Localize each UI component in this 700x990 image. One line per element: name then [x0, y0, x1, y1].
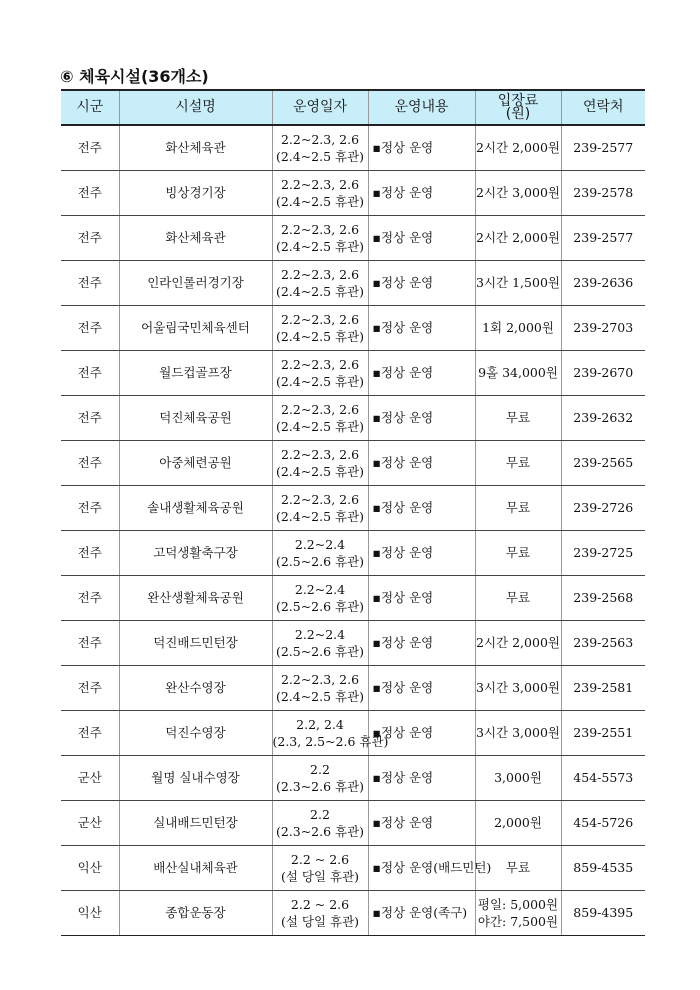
table-row — [61, 620, 645, 665]
cell-city: 전주 — [61, 530, 119, 575]
cell-city: 전주 — [61, 170, 119, 215]
cell-facility-name: 빙상경기장 — [119, 170, 272, 215]
facilities-table — [61, 89, 645, 936]
cell-operation-status: ▪정상 운영 — [368, 620, 475, 665]
cell-contact: 239-2636 — [561, 260, 645, 305]
table-row — [61, 845, 645, 890]
cell-contact: 239-2577 — [561, 125, 645, 170]
cell-operating-dates: 2.2~2.4 (2.5~2.6 휴관) — [272, 575, 368, 620]
cell-facility-name: 덕진체육공원 — [119, 395, 272, 440]
table-row — [61, 440, 645, 485]
cell-facility-name: 덕진수영장 — [119, 710, 272, 755]
cell-operation-status: ▪정상 운영 — [368, 755, 475, 800]
cell-facility-name: 아중체련공원 — [119, 440, 272, 485]
cell-operation-status: ▪정상 운영 — [368, 170, 475, 215]
cell-operating-dates: 2.2~2.3, 2.6 (2.4~2.5 휴관) — [272, 395, 368, 440]
table-row — [61, 260, 645, 305]
header-facility-name: 시설명 — [119, 90, 272, 125]
cell-operating-dates: 2.2~2.3, 2.6 (2.4~2.5 휴관) — [272, 215, 368, 260]
cell-city: 익산 — [61, 890, 119, 935]
cell-city: 군산 — [61, 800, 119, 845]
cell-admission-fee: 9홀 34,000원 — [475, 350, 561, 395]
cell-city: 전주 — [61, 620, 119, 665]
cell-city: 전주 — [61, 710, 119, 755]
cell-contact: 859-4535 — [561, 845, 645, 890]
cell-city: 전주 — [61, 125, 119, 170]
cell-operation-status: ▪정상 운영 — [368, 530, 475, 575]
cell-admission-fee: 2시간 3,000원 — [475, 170, 561, 215]
cell-operating-dates: 2.2, 2.4 (2.3, 2.5~2.6 휴관) — [272, 710, 368, 755]
table-row — [61, 890, 645, 935]
cell-facility-name: 화산체육관 — [119, 215, 272, 260]
cell-operating-dates: 2.2~2.3, 2.6 (2.4~2.5 휴관) — [272, 170, 368, 215]
cell-operating-dates: 2.2~2.3, 2.6 (2.4~2.5 휴관) — [272, 260, 368, 305]
cell-operation-status: ▪정상 운영 — [368, 125, 475, 170]
table-row — [61, 215, 645, 260]
header-operation-status: 운영내용 — [368, 90, 475, 125]
cell-admission-fee: 2시간 2,000원 — [475, 215, 561, 260]
cell-operating-dates: 2.2~2.3, 2.6 (2.4~2.5 휴관) — [272, 350, 368, 395]
cell-operation-status: ▪정상 운영 — [368, 800, 475, 845]
cell-operation-status: ▪정상 운영 — [368, 710, 475, 755]
cell-contact: 239-2578 — [561, 170, 645, 215]
cell-facility-name: 덕진배드민턴장 — [119, 620, 272, 665]
cell-operating-dates: 2.2~2.3, 2.6 (2.4~2.5 휴관) — [272, 125, 368, 170]
cell-operating-dates: 2.2~2.3, 2.6 (2.4~2.5 휴관) — [272, 440, 368, 485]
cell-facility-name: 고덕생활축구장 — [119, 530, 272, 575]
cell-contact: 239-2670 — [561, 350, 645, 395]
cell-admission-fee: 3시간 1,500원 — [475, 260, 561, 305]
table-row — [61, 170, 645, 215]
table-header-row — [61, 90, 645, 125]
cell-facility-name: 화산체육관 — [119, 125, 272, 170]
cell-admission-fee: 3시간 3,000원 — [475, 665, 561, 710]
cell-facility-name: 배산실내체육관 — [119, 845, 272, 890]
cell-operation-status: ▪정상 운영 — [368, 485, 475, 530]
cell-operating-dates: 2.2 ~ 2.6 (설 당일 휴관) — [272, 845, 368, 890]
cell-city: 전주 — [61, 260, 119, 305]
cell-facility-name: 솔내생활체육공원 — [119, 485, 272, 530]
cell-operation-status: ▪정상 운영 — [368, 350, 475, 395]
cell-facility-name: 완산생활체육공원 — [119, 575, 272, 620]
cell-operating-dates: 2.2 (2.3~2.6 휴관) — [272, 800, 368, 845]
cell-contact: 859-4395 — [561, 890, 645, 935]
cell-contact: 239-2563 — [561, 620, 645, 665]
cell-operation-status: ▪정상 운영 — [368, 305, 475, 350]
table-row — [61, 485, 645, 530]
cell-admission-fee: 2시간 2,000원 — [475, 125, 561, 170]
cell-operation-status: ▪정상 운영(배드민턴) — [368, 845, 475, 890]
cell-operation-status: ▪정상 운영 — [368, 260, 475, 305]
table-row — [61, 665, 645, 710]
cell-contact: 239-2568 — [561, 575, 645, 620]
cell-city: 군산 — [61, 755, 119, 800]
cell-contact: 239-2703 — [561, 305, 645, 350]
cell-operation-status: ▪정상 운영 — [368, 395, 475, 440]
header-admission-fee: 입장료 (원) — [475, 90, 561, 125]
cell-operation-status: ▪정상 운영(족구) — [368, 890, 475, 935]
cell-admission-fee: 1회 2,000원 — [475, 305, 561, 350]
table-row — [61, 305, 645, 350]
header-operating-dates: 운영일자 — [272, 90, 368, 125]
cell-city: 전주 — [61, 440, 119, 485]
cell-city: 전주 — [61, 350, 119, 395]
cell-city: 전주 — [61, 575, 119, 620]
cell-contact: 239-2577 — [561, 215, 645, 260]
cell-city: 익산 — [61, 845, 119, 890]
cell-operating-dates: 2.2~2.4 (2.5~2.6 휴관) — [272, 620, 368, 665]
table-row — [61, 125, 645, 170]
cell-contact: 239-2565 — [561, 440, 645, 485]
cell-facility-name: 실내배드민턴장 — [119, 800, 272, 845]
cell-operating-dates: 2.2~2.3, 2.6 (2.4~2.5 휴관) — [272, 305, 368, 350]
cell-operation-status: ▪정상 운영 — [368, 575, 475, 620]
cell-contact: 239-2551 — [561, 710, 645, 755]
cell-facility-name: 종합운동장 — [119, 890, 272, 935]
table-row — [61, 755, 645, 800]
cell-contact: 239-2726 — [561, 485, 645, 530]
cell-operating-dates: 2.2~2.4 (2.5~2.6 휴관) — [272, 530, 368, 575]
cell-city: 전주 — [61, 395, 119, 440]
cell-facility-name: 어울림국민체육센터 — [119, 305, 272, 350]
cell-contact: 239-2725 — [561, 530, 645, 575]
cell-operation-status: ▪정상 운영 — [368, 215, 475, 260]
cell-admission-fee: 무료 — [475, 575, 561, 620]
cell-admission-fee: 무료 — [475, 440, 561, 485]
cell-city: 전주 — [61, 305, 119, 350]
cell-contact: 454-5726 — [561, 800, 645, 845]
header-city: 시군 — [61, 90, 119, 125]
cell-facility-name: 인라인롤러경기장 — [119, 260, 272, 305]
header-contact: 연락처 — [561, 90, 645, 125]
cell-operating-dates: 2.2 (2.3~2.6 휴관) — [272, 755, 368, 800]
cell-admission-fee: 무료 — [475, 485, 561, 530]
cell-city: 전주 — [61, 485, 119, 530]
cell-contact: 454-5573 — [561, 755, 645, 800]
cell-city: 전주 — [61, 215, 119, 260]
table-row — [61, 395, 645, 440]
cell-admission-fee: 평일: 5,000원 야간: 7,500원 — [475, 890, 561, 935]
cell-operating-dates: 2.2 ~ 2.6 (설 당일 휴관) — [272, 890, 368, 935]
cell-admission-fee: 2,000원 — [475, 800, 561, 845]
table-row — [61, 530, 645, 575]
cell-operation-status: ▪정상 운영 — [368, 665, 475, 710]
cell-admission-fee: 무료 — [475, 530, 561, 575]
table-row — [61, 800, 645, 845]
cell-contact: 239-2632 — [561, 395, 645, 440]
cell-facility-name: 월드컵골프장 — [119, 350, 272, 395]
cell-operating-dates: 2.2~2.3, 2.6 (2.4~2.5 휴관) — [272, 665, 368, 710]
cell-operation-status: ▪정상 운영 — [368, 440, 475, 485]
cell-facility-name: 완산수영장 — [119, 665, 272, 710]
cell-operating-dates: 2.2~2.3, 2.6 (2.4~2.5 휴관) — [272, 485, 368, 530]
cell-contact: 239-2581 — [561, 665, 645, 710]
cell-admission-fee: 2시간 2,000원 — [475, 620, 561, 665]
section-title: ⑥ 체육시설(36개소) — [60, 67, 209, 86]
table-row — [61, 710, 645, 755]
cell-facility-name: 월명 실내수영장 — [119, 755, 272, 800]
cell-admission-fee: 무료 — [475, 395, 561, 440]
cell-admission-fee: 3,000원 — [475, 755, 561, 800]
table-row — [61, 575, 645, 620]
table-row — [61, 350, 645, 395]
cell-city: 전주 — [61, 665, 119, 710]
cell-admission-fee: 무료 — [475, 845, 561, 890]
cell-admission-fee: 3시간 3,000원 — [475, 710, 561, 755]
